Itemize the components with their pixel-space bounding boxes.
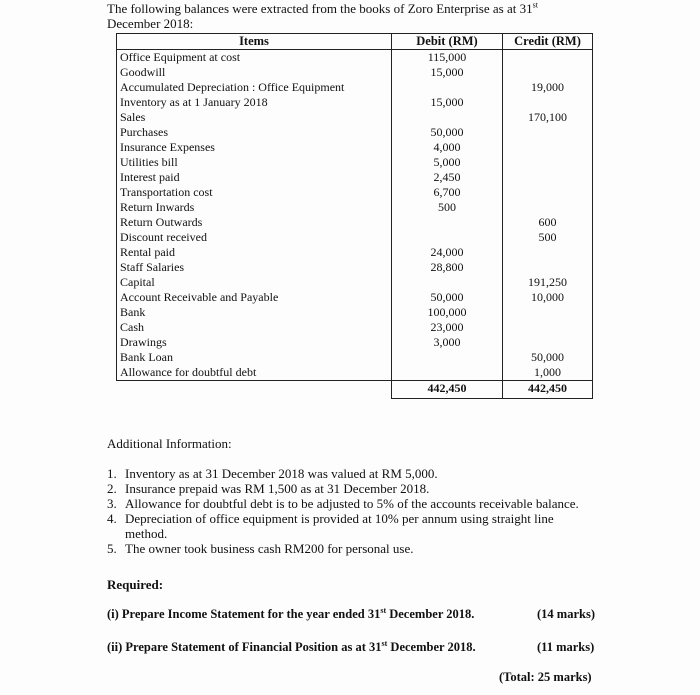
row-debit-value: 6,700 — [392, 185, 503, 200]
row-debit-value: 115,000 — [392, 50, 503, 66]
table-row — [117, 140, 593, 155]
row-debit-value — [392, 80, 503, 95]
intro-superscript: st — [532, 0, 538, 10]
row-credit-value: 600 — [503, 215, 593, 230]
table-row — [117, 125, 593, 140]
table-row — [117, 155, 593, 170]
row-debit-value — [392, 350, 503, 365]
list-item-text: Allowance for doubtful debt is to be adjusted to 5% of the accounts receivable balance. — [125, 496, 579, 511]
row-item-label: Sales — [117, 110, 392, 125]
list-item-text: Insurance prepaid was RM 1,500 as at 31 December 2018. — [125, 481, 430, 496]
list-item-number: 1. — [107, 466, 117, 481]
row-debit-value — [392, 230, 503, 245]
intro-date: December 2018: — [107, 16, 194, 31]
row-debit-value: 28,800 — [392, 260, 503, 275]
list-item-number: 4. — [107, 511, 117, 526]
table-row — [117, 350, 593, 365]
row-item-label: Return Inwards — [117, 200, 392, 215]
row-debit-value — [392, 215, 503, 230]
intro-text: The following balances were extracted from the books of Zoro Enterprise as at 31 — [107, 1, 533, 16]
additional-info-list — [107, 466, 597, 556]
list-item — [107, 466, 597, 481]
row-debit-value: 23,000 — [392, 320, 503, 335]
row-item-label: Allowance for doubtful debt — [117, 365, 392, 381]
requirement-2-marks: (11 marks) — [537, 640, 595, 654]
list-item-number: 3. — [107, 496, 117, 511]
requirement-1-sup: st — [380, 605, 387, 615]
trial-balance-table — [116, 33, 593, 399]
requirement-2-post: December 2018. — [387, 640, 476, 654]
totals-debit-value: 442,450 — [392, 381, 503, 399]
requirement-1-pre: (i) Prepare Income Statement for the year ended 31 — [107, 607, 381, 621]
table-row — [117, 200, 593, 215]
table-row — [117, 290, 593, 305]
row-debit-value: 15,000 — [392, 95, 503, 110]
totals-row — [117, 381, 593, 399]
row-credit-value — [503, 335, 593, 350]
row-debit-value: 2,450 — [392, 170, 503, 185]
row-debit-value: 15,000 — [392, 65, 503, 80]
row-credit-value: 191,250 — [503, 275, 593, 290]
table-row — [117, 260, 593, 275]
row-credit-value — [503, 65, 593, 80]
row-credit-value — [503, 140, 593, 155]
row-item-label: Drawings — [117, 335, 392, 350]
totals-credit-value: 442,450 — [503, 381, 593, 399]
requirement-1-post: December 2018. — [386, 607, 475, 621]
list-item — [107, 481, 597, 496]
row-debit-value: 50,000 — [392, 125, 503, 140]
table-body — [117, 50, 593, 399]
list-item — [107, 541, 597, 556]
row-credit-value — [503, 320, 593, 335]
intro-paragraph — [107, 1, 597, 31]
row-item-label: Inventory as at 1 January 2018 — [117, 95, 392, 110]
requirement-2-sup: st — [381, 638, 388, 648]
row-debit-value: 500 — [392, 200, 503, 215]
row-debit-value: 24,000 — [392, 245, 503, 260]
row-debit-value: 50,000 — [392, 290, 503, 305]
list-item — [107, 511, 597, 541]
table-header-row — [117, 34, 593, 50]
list-item-number: 5. — [107, 541, 117, 556]
list-item — [107, 496, 597, 511]
requirement-2 — [107, 640, 476, 655]
row-credit-value — [503, 185, 593, 200]
row-item-label: Goodwill — [117, 65, 392, 80]
row-item-label: Interest paid — [117, 170, 392, 185]
row-credit-value: 10,000 — [503, 290, 593, 305]
row-item-label: Utilities bill — [117, 155, 392, 170]
row-credit-value: 19,000 — [503, 80, 593, 95]
row-item-label: Account Receivable and Payable — [117, 290, 392, 305]
row-item-label: Staff Salaries — [117, 260, 392, 275]
header-credit: Credit (RM) — [503, 34, 593, 50]
requirement-1-marks: (14 marks) — [537, 607, 595, 621]
header-debit: Debit (RM) — [392, 34, 503, 50]
row-credit-value — [503, 95, 593, 110]
row-credit-value: 500 — [503, 230, 593, 245]
row-credit-value — [503, 305, 593, 320]
table-row — [117, 170, 593, 185]
table-row — [117, 335, 593, 350]
table-row — [117, 80, 593, 95]
header-items: Items — [117, 34, 392, 50]
list-item-text: Depreciation of office equipment is provided at 10% per annum using straight line method. — [125, 511, 554, 541]
row-item-label: Bank Loan — [117, 350, 392, 365]
row-debit-value: 100,000 — [392, 305, 503, 320]
row-item-label: Rental paid — [117, 245, 392, 260]
table-row — [117, 365, 593, 381]
row-debit-value: 3,000 — [392, 335, 503, 350]
row-item-label: Discount received — [117, 230, 392, 245]
row-credit-value: 50,000 — [503, 350, 593, 365]
table-row — [117, 230, 593, 245]
totals-blank-cell — [117, 381, 392, 399]
table-row — [117, 320, 593, 335]
row-debit-value — [392, 275, 503, 290]
row-item-label: Return Outwards — [117, 215, 392, 230]
row-credit-value — [503, 155, 593, 170]
row-debit-value — [392, 365, 503, 381]
row-debit-value: 5,000 — [392, 155, 503, 170]
row-credit-value: 1,000 — [503, 365, 593, 381]
list-item-text: The owner took business cash RM200 for personal use. — [125, 541, 414, 556]
row-credit-value — [503, 50, 593, 66]
table-row — [117, 95, 593, 110]
additional-info-heading: Additional Information: — [107, 436, 232, 451]
row-item-label: Office Equipment at cost — [117, 50, 392, 66]
list-item-number: 2. — [107, 481, 117, 496]
requirement-1 — [107, 607, 474, 622]
table-row — [117, 50, 593, 66]
row-item-label: Bank — [117, 305, 392, 320]
row-item-label: Purchases — [117, 125, 392, 140]
row-item-label: Capital — [117, 275, 392, 290]
table-row — [117, 245, 593, 260]
row-credit-value — [503, 200, 593, 215]
row-credit-value — [503, 125, 593, 140]
table-row — [117, 185, 593, 200]
row-credit-value — [503, 260, 593, 275]
row-credit-value — [503, 245, 593, 260]
row-credit-value — [503, 170, 593, 185]
row-credit-value: 170,100 — [503, 110, 593, 125]
list-item-text: Inventory as at 31 December 2018 was valued at RM 5,000. — [125, 466, 438, 481]
table-row — [117, 65, 593, 80]
requirement-2-pre: (ii) Prepare Statement of Financial Position as at 31 — [107, 640, 382, 654]
required-heading: Required: — [107, 577, 164, 592]
table-row — [117, 275, 593, 290]
row-debit-value: 4,000 — [392, 140, 503, 155]
table-row — [117, 215, 593, 230]
total-marks: (Total: 25 marks) — [499, 670, 592, 684]
row-debit-value — [392, 110, 503, 125]
row-item-label: Cash — [117, 320, 392, 335]
row-item-label: Accumulated Depreciation : Office Equipment — [117, 80, 392, 95]
table-row — [117, 305, 593, 320]
table-row — [117, 110, 593, 125]
row-item-label: Insurance Expenses — [117, 140, 392, 155]
row-item-label: Transportation cost — [117, 185, 392, 200]
